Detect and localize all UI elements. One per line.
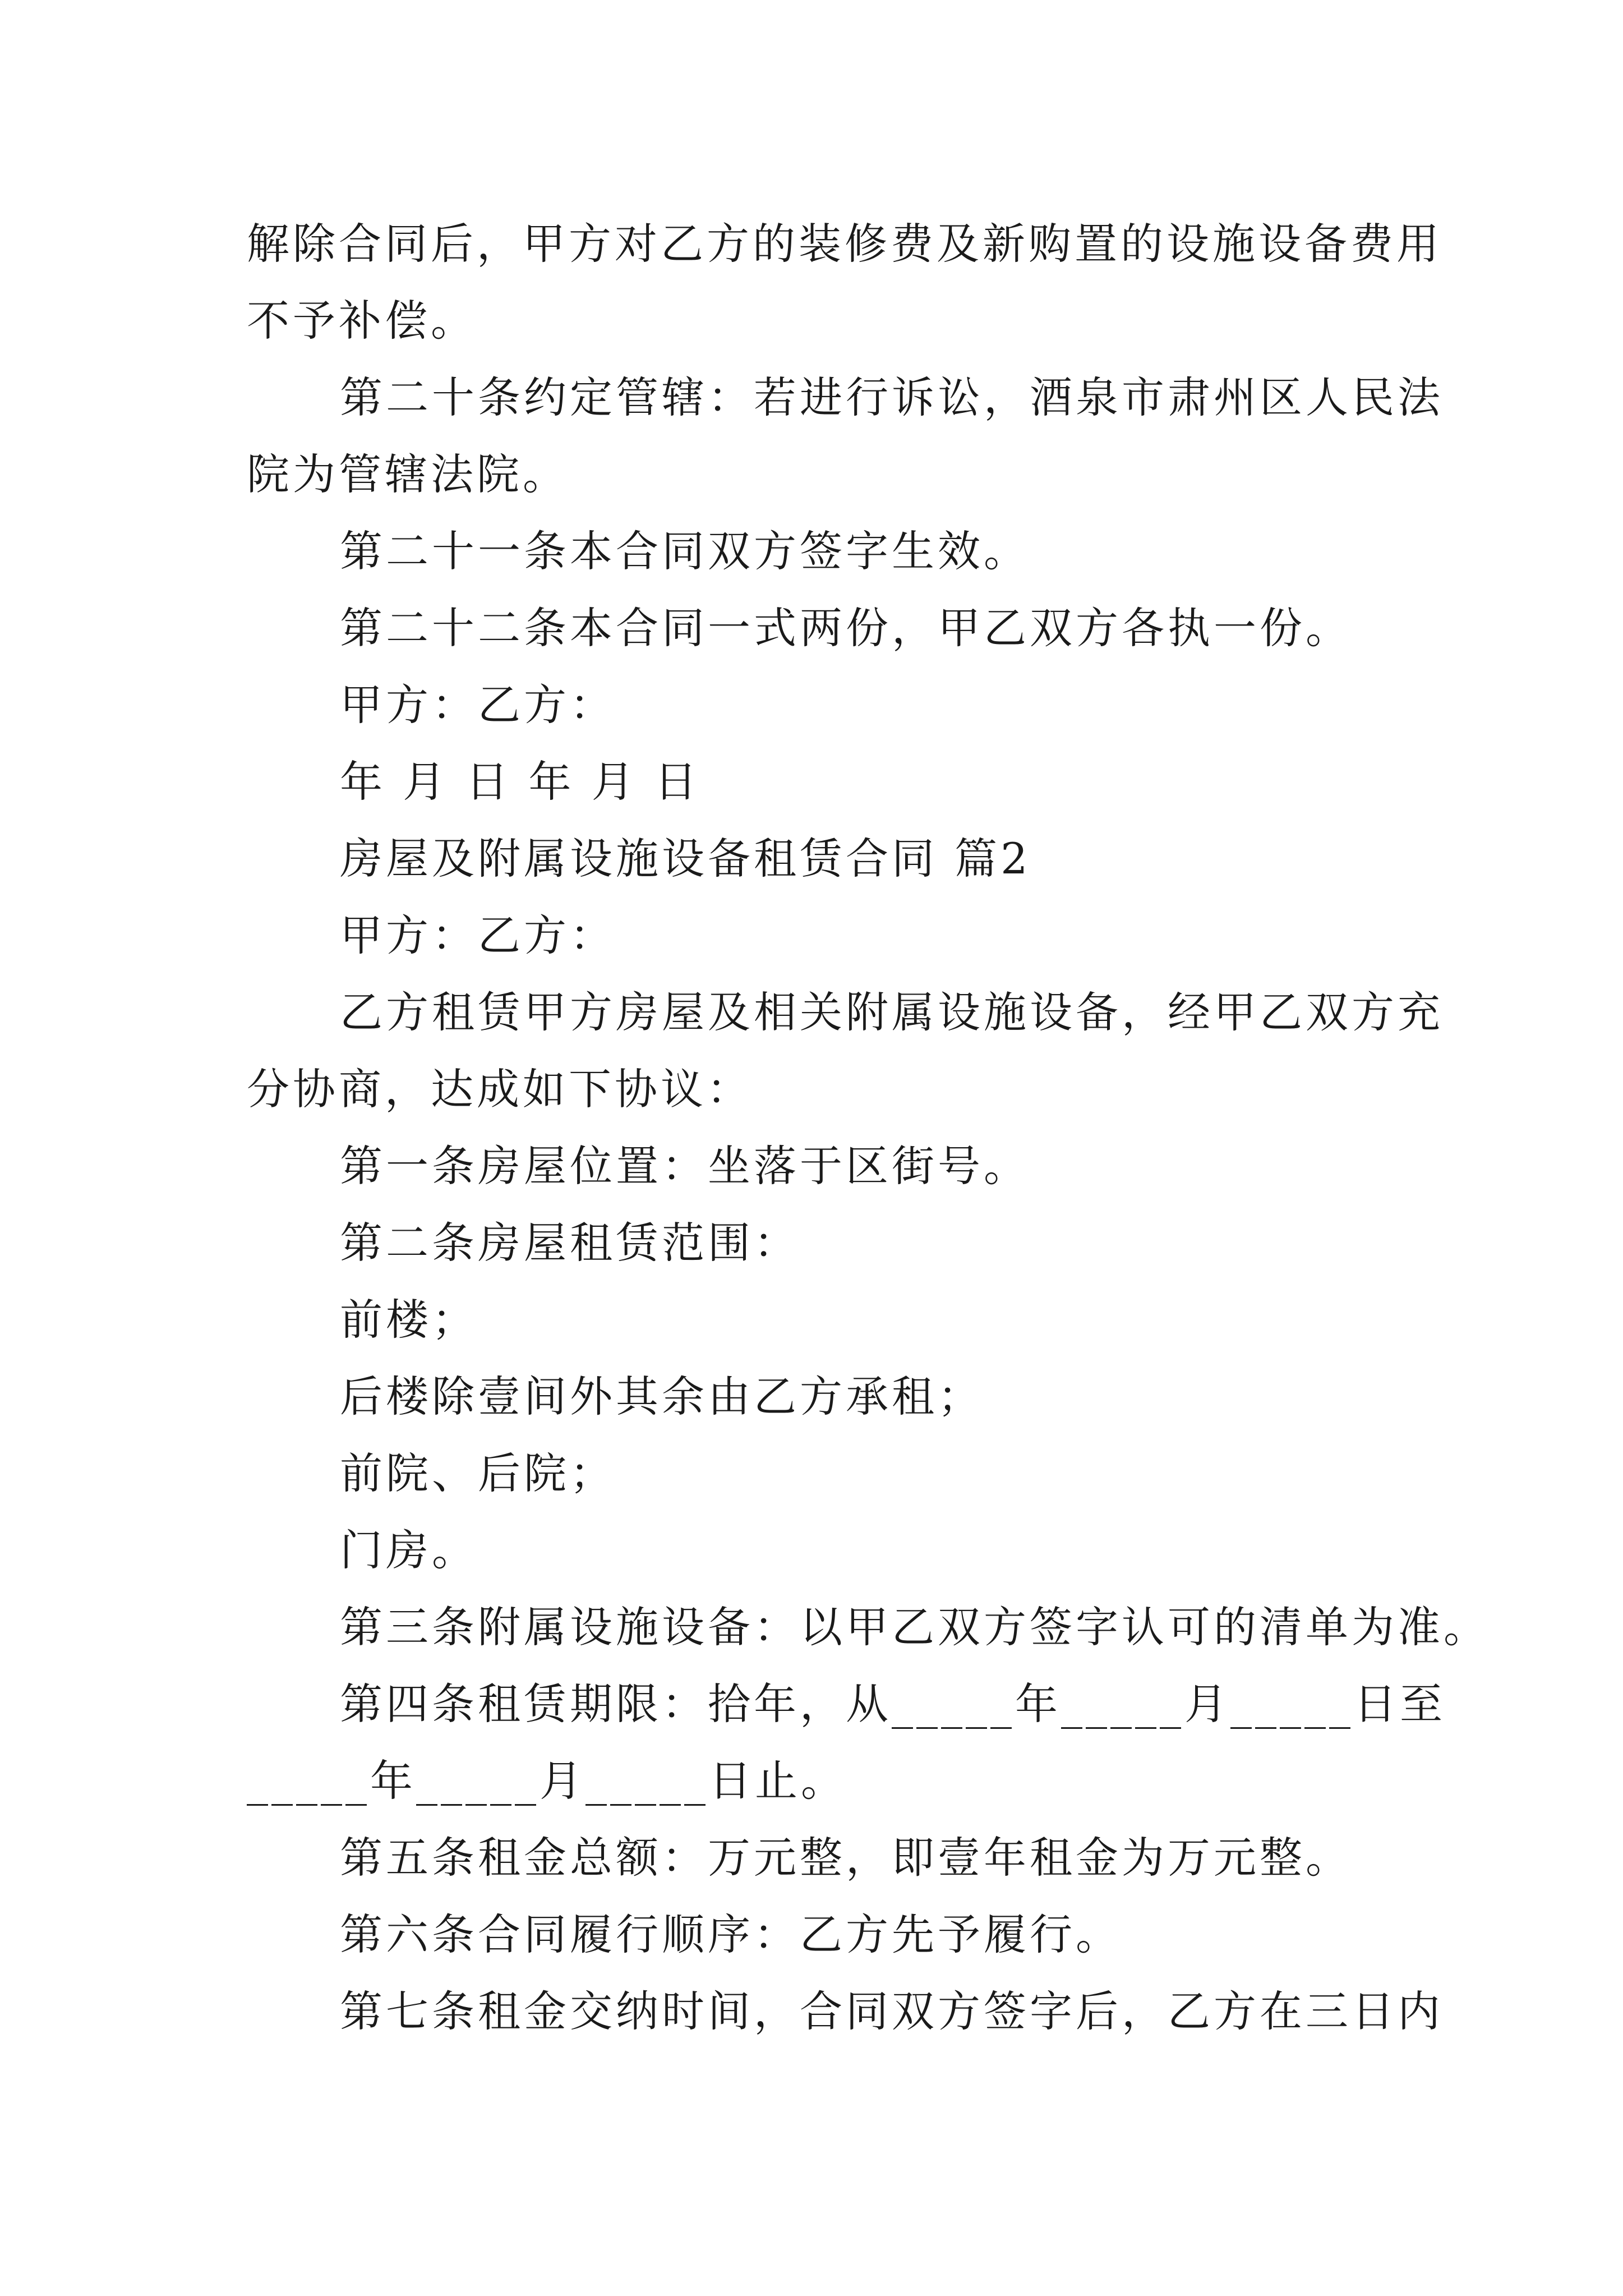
text-line: 第三条附属设施设备：以甲乙双方签字认可的清单为准。 [340,1602,1490,1652]
text-line: _____年_____月_____日止。 [247,1756,847,1806]
text-line: 后楼除壹间外其余由乙方承租； [340,1372,984,1421]
text-line: 前楼； [340,1295,478,1345]
text-line: 第六条合同履行顺序：乙方先予履行。 [340,1910,1122,1959]
text-line: 第二十条约定管辖：若进行诉讼，酒泉市肃州区人民法 [340,372,1444,422]
text-line: 第二条房屋租赁范围： [340,1218,800,1268]
text-line: 乙方租赁甲方房屋及相关附属设施设备，经甲乙双方充 [340,987,1444,1037]
text-line: 第二十二条本合同一式两份，甲乙双方各执一份。 [340,603,1352,653]
text-line: 第五条租金总额：万元整，即壹年租金为万元整。 [340,1833,1352,1883]
text-line: 甲方：乙方： [340,910,616,960]
text-line: 甲方：乙方： [340,680,616,730]
text-line: 第二十一条本合同双方签字生效。 [340,526,1030,576]
section-heading: 房屋及附属设施设备租赁合同 篇2 [340,834,1031,884]
text-line: 前院、后院； [340,1448,616,1498]
text-line: 门房。 [340,1525,478,1575]
text-line: 院为管辖法院。 [247,449,569,499]
text-line: 第四条租赁期限：拾年，从_____年_____月_____日至 [340,1679,1446,1729]
text-line: 年 月 日 年 月 日 [340,757,700,807]
text-line: 第一条房屋位置：坐落于区街号。 [340,1141,1030,1191]
text-line: 第七条租金交纳时间，合同双方签字后，乙方在三日内 [340,1986,1444,2036]
text-line: 分协商，达成如下协议： [247,1064,753,1114]
text-line: 不予补偿。 [247,296,477,346]
text-line: 解除合同后，甲方对乙方的装修费及新购置的设施设备费用 [247,219,1442,269]
